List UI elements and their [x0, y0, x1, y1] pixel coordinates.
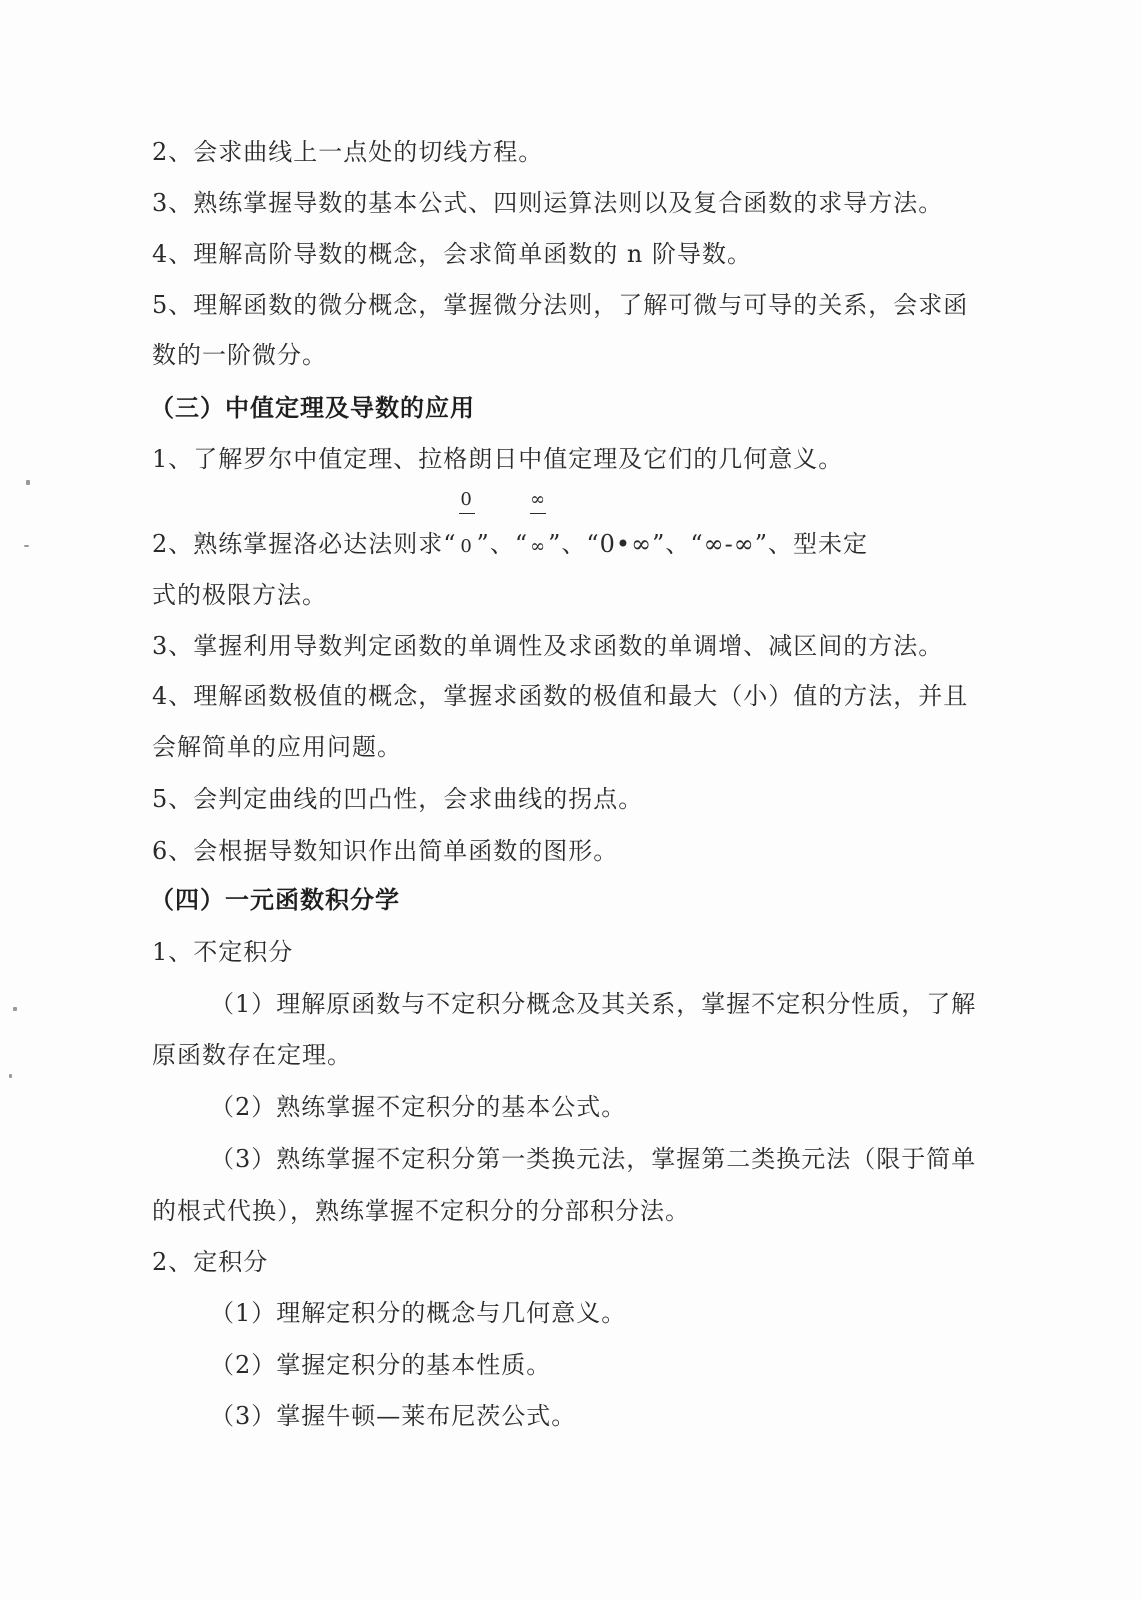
text-line: 数的一阶微分。 — [152, 341, 327, 369]
text-line: 6、会根据导数知识作出简单函数的图形。 — [152, 837, 619, 865]
scan-speck — [24, 545, 29, 547]
form-zero-times-inf: 0•∞ — [599, 530, 653, 558]
text-line: 会解简单的应用问题。 — [152, 733, 402, 761]
text-line: 的根式代换），熟练掌握不定积分的分部积分法。 — [152, 1197, 690, 1225]
fraction-numerator: ∞ — [530, 489, 547, 510]
fraction-zero-over-zero — [457, 489, 477, 563]
lhopital-suffix: ”、型未定 — [754, 530, 868, 558]
text-line: （3）熟练掌握不定积分第一类换元法，掌握第二类换元法（限于简单 — [210, 1145, 977, 1173]
text-line: 1、了解罗尔中值定理、拉格朗日中值定理及它们的几何意义。 — [152, 445, 844, 473]
text-line: 5、会判定曲线的凹凸性，会求曲线的拐点。 — [152, 785, 644, 813]
separator: ”、“ — [652, 530, 704, 558]
text-line: （2）掌握定积分的基本性质。 — [210, 1351, 552, 1379]
form-inf-minus-inf: ∞-∞ — [703, 530, 755, 558]
separator: ”、“ — [548, 530, 600, 558]
scan-speck — [9, 1074, 12, 1078]
scan-speck — [13, 1007, 17, 1011]
text-line: 3、熟练掌握导数的基本公式、四则运算法则以及复合函数的求导方法。 — [152, 189, 944, 217]
scan-speck — [26, 480, 30, 485]
text-line: （1）理解原函数与不定积分概念及其关系，掌握不定积分性质，了解 — [210, 990, 977, 1018]
fraction-numerator: 0 — [460, 489, 473, 510]
text-line: 4、理解函数极值的概念，掌握求函数的极值和最大（小）值的方法，并且 — [152, 682, 969, 710]
text-line: （3）掌握牛顿—莱布尼茨公式。 — [210, 1402, 577, 1430]
fraction-bar — [530, 513, 546, 514]
text-line: （1）理解定积分的概念与几何意义。 — [210, 1299, 627, 1327]
lhopital-line — [152, 489, 868, 563]
text-line: 4、理解高阶导数的概念，会求简单函数的 n 阶导数。 — [152, 240, 752, 268]
section-heading: （三）中值定理及导数的应用 — [150, 393, 475, 422]
fraction-denominator: 0 — [460, 536, 473, 557]
lhopital-prefix: 2、熟练掌握洛必达法则求“ — [152, 530, 457, 558]
text-line: 5、理解函数的微分概念，掌握微分法则，了解可微与可导的关系，会求函 — [152, 291, 969, 319]
text-line: 原函数存在定理。 — [152, 1041, 352, 1069]
text-line: 1、不定积分 — [152, 938, 294, 966]
text-line: 式的极限方法。 — [152, 581, 327, 609]
separator: ”、“ — [476, 530, 529, 558]
fraction-bar — [459, 513, 475, 514]
fraction-denominator: ∞ — [530, 536, 547, 557]
text-line: 2、定积分 — [152, 1248, 269, 1276]
section-heading: （四）一元函数积分学 — [150, 885, 400, 914]
text-line: 3、掌握利用导数判定函数的单调性及求函数的单调增、减区间的方法。 — [152, 632, 944, 660]
fraction-inf-over-inf — [528, 489, 548, 563]
text-line: 2、会求曲线上一点处的切线方程。 — [152, 138, 544, 166]
text-line: （2）熟练掌握不定积分的基本公式。 — [210, 1093, 627, 1121]
